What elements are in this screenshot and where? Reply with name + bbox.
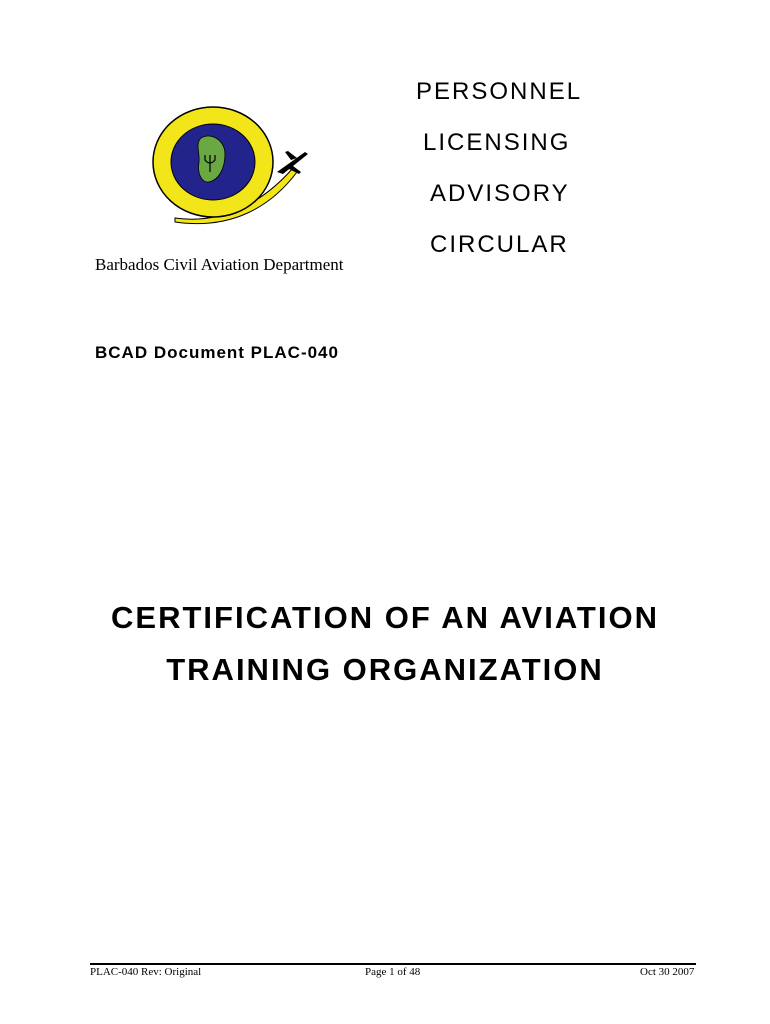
- document-title-line-2: TRAINING ORGANIZATION: [166, 652, 604, 687]
- document-id: BCAD Document PLAC-040: [95, 343, 339, 362]
- civil-aviation-department-logo: [145, 100, 310, 235]
- document-title: [0, 592, 770, 696]
- heading-line-advisory: ADVISORY: [430, 180, 570, 207]
- footer-page-number: Page 1 of 48: [365, 966, 421, 978]
- document-title-line-1: CERTIFICATION OF AN AVIATION: [111, 600, 659, 635]
- airplane-icon: [277, 151, 308, 174]
- heading-line-personnel: PERSONNEL: [416, 78, 583, 105]
- heading-line-licensing: LICENSING: [423, 129, 571, 156]
- circular-type-heading: [405, 80, 605, 284]
- footer-revision: PLAC-040 Rev: Original: [90, 966, 202, 978]
- heading-line-circular: CIRCULAR: [430, 231, 569, 258]
- footer-date: Oct 30 2007: [640, 966, 695, 978]
- footer-divider: [90, 963, 696, 965]
- department-name: Barbados Civil Aviation Department: [95, 255, 344, 274]
